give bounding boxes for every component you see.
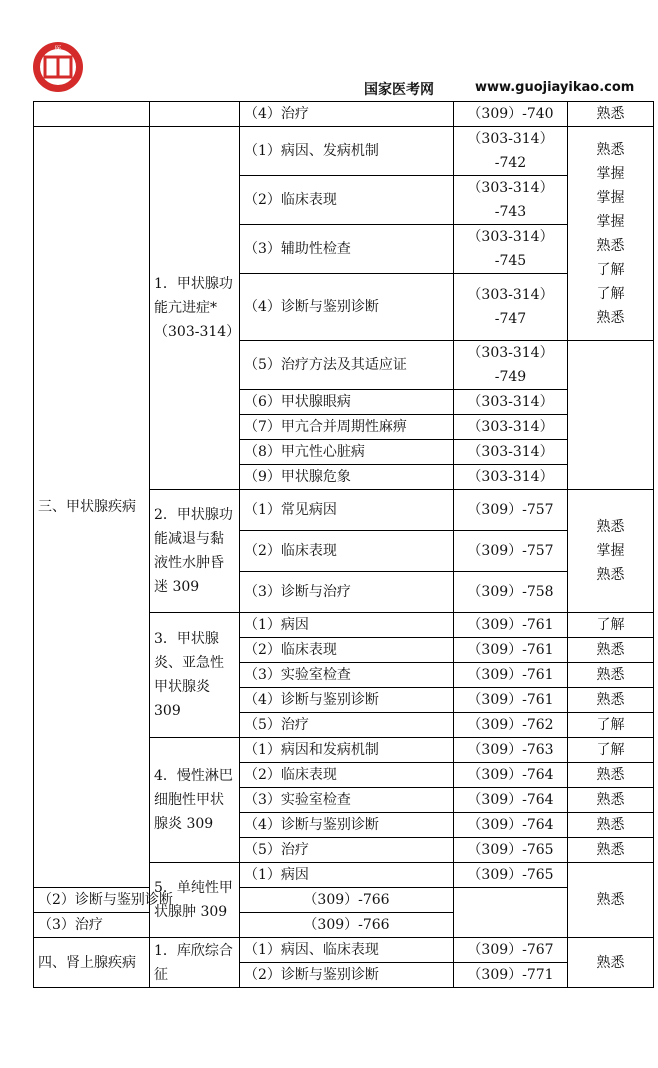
logo-text: 医 xyxy=(54,45,62,53)
ref-cell: （309）-761 xyxy=(454,613,568,638)
ref-cell xyxy=(454,274,568,341)
item-cell: （1）病因、发病机制 xyxy=(240,127,454,176)
section-title: 1．甲状腺功能亢进症*（303-314） xyxy=(150,127,240,490)
item-cell: （2）临床表现 xyxy=(240,176,454,225)
ref-cell: （309）-767 xyxy=(454,938,568,963)
ref-cell xyxy=(454,176,568,225)
item-cell: （3）实验室检查 xyxy=(240,663,454,688)
level-cell: 熟悉 xyxy=(568,688,654,713)
level-cell: 熟悉 xyxy=(568,663,654,688)
ref-line: （303-314） xyxy=(467,229,554,245)
ref-cell: （309）-766 xyxy=(240,913,454,938)
ref-cell: （303-314） xyxy=(454,465,568,490)
ref-line: -747 xyxy=(494,311,527,327)
ref-cell: （309）-764 xyxy=(454,813,568,838)
level-cell: 熟悉 xyxy=(568,813,654,838)
level-label: 掌握 xyxy=(596,189,625,206)
level-cell: 熟悉 xyxy=(568,102,654,127)
item-cell: （5）治疗 xyxy=(240,713,454,738)
level-cell xyxy=(568,127,654,341)
ref-cell xyxy=(454,127,568,176)
level-label: 熟悉 xyxy=(596,309,625,326)
ref-cell: （303-314） xyxy=(454,440,568,465)
ref-cell: （309）-761 xyxy=(454,663,568,688)
site-logo xyxy=(31,40,85,94)
ref-cell: （303-314） xyxy=(454,415,568,440)
ref-line: （303-314） xyxy=(467,345,554,361)
table-row xyxy=(34,102,654,127)
ref-line: -742 xyxy=(494,155,527,171)
level-cell: 熟悉 xyxy=(568,863,654,938)
ref-line: -743 xyxy=(494,204,527,220)
item-cell: （1）病因和发病机制 xyxy=(240,738,454,763)
item-cell: （2）诊断与鉴别诊断 xyxy=(34,888,150,913)
level-cell: 熟悉 xyxy=(568,788,654,813)
level-cell xyxy=(568,341,654,490)
level-label: 熟悉 xyxy=(596,141,625,158)
level-cell: 熟悉 xyxy=(568,938,654,988)
item-cell: （3）治疗 xyxy=(34,913,150,938)
item-cell: （3）诊断与治疗 xyxy=(240,572,454,613)
table-row xyxy=(34,888,654,913)
ref-cell: （309）-758 xyxy=(454,572,568,613)
item-cell: （3）辅助性检查 xyxy=(240,225,454,274)
chapter-cell xyxy=(34,102,150,127)
item-cell: （2）临床表现 xyxy=(240,531,454,572)
item-cell: （9）甲状腺危象 xyxy=(240,465,454,490)
logo-emblem-icon xyxy=(31,40,85,94)
level-label: 熟悉 xyxy=(596,567,625,583)
ref-cell: （309）-761 xyxy=(454,688,568,713)
item-cell: （4）诊断与鉴别诊断 xyxy=(240,274,454,341)
item-cell: （2）临床表现 xyxy=(240,763,454,788)
ref-cell: （309）-762 xyxy=(454,713,568,738)
ref-line: -745 xyxy=(494,253,527,269)
item-cell: （1）病因 xyxy=(240,613,454,638)
table-row xyxy=(34,938,654,963)
ref-cell: （309）-761 xyxy=(454,638,568,663)
item-cell: （5）治疗 xyxy=(240,838,454,863)
section-title: 3．甲状腺炎、亚急性甲状腺炎 309 xyxy=(150,613,240,738)
ref-cell xyxy=(454,225,568,274)
level-label: 熟悉 xyxy=(596,237,625,254)
ref-cell: （309）-771 xyxy=(454,963,568,988)
ref-cell: （309）-763 xyxy=(454,738,568,763)
item-cell: （4）诊断与鉴别诊断 xyxy=(240,688,454,713)
level-label: 熟悉 xyxy=(596,519,625,535)
chapter-title: 三、甲状腺疾病 xyxy=(34,127,150,888)
item-cell: （1）病因、临床表现 xyxy=(240,938,454,963)
ref-cell: （309）-765 xyxy=(454,838,568,863)
level-cell: 熟悉 xyxy=(568,763,654,788)
item-cell: （3）实验室检查 xyxy=(240,788,454,813)
item-cell: （4）治疗 xyxy=(240,102,454,127)
section-title: 4．慢性淋巴细胞性甲状腺炎 309 xyxy=(150,738,240,863)
section-cell xyxy=(150,102,240,127)
level-label: 了解 xyxy=(596,261,625,278)
item-cell: （6）甲状腺眼病 xyxy=(240,390,454,415)
section-title: 5．单纯性甲状腺肿 309 xyxy=(150,863,240,938)
item-cell: （7）甲亢合并周期性麻痹 xyxy=(240,415,454,440)
section-title: 1．库欣综合征 xyxy=(150,938,240,988)
level-cell: 熟悉 xyxy=(568,638,654,663)
level-cell: 了解 xyxy=(568,613,654,638)
section-title: 2．甲状腺功能减退与黏液性水肿昏迷 309 xyxy=(150,490,240,613)
item-cell: （1）病因 xyxy=(240,863,454,888)
ref-line: -749 xyxy=(494,369,527,385)
level-label: 掌握 xyxy=(596,165,625,182)
table-row xyxy=(34,127,654,176)
item-cell: （4）诊断与鉴别诊断 xyxy=(240,813,454,838)
level-label: 了解 xyxy=(596,285,625,302)
item-cell: （8）甲亢性心脏病 xyxy=(240,440,454,465)
item-cell: （1）常见病因 xyxy=(240,490,454,531)
ref-cell xyxy=(454,341,568,390)
level-cell: 了解 xyxy=(568,738,654,763)
level-cell: 熟悉 xyxy=(568,838,654,863)
level-label: 掌握 xyxy=(596,213,625,230)
site-url[interactable]: www.guojiayikao.com xyxy=(475,80,635,95)
ref-cell: （303-314） xyxy=(454,390,568,415)
level-label: 掌握 xyxy=(596,543,625,559)
ref-line: （303-314） xyxy=(467,180,554,196)
item-cell: （2）临床表现 xyxy=(240,638,454,663)
ref-line: （303-314） xyxy=(467,287,554,303)
item-cell: （5）治疗方法及其适应证 xyxy=(240,341,454,390)
ref-cell: （309）-757 xyxy=(454,490,568,531)
level-cell xyxy=(568,490,654,613)
ref-cell: （309）-764 xyxy=(454,788,568,813)
ref-cell: （309）-766 xyxy=(240,888,454,913)
level-cell: 了解 xyxy=(568,713,654,738)
site-name: 国家医考网 xyxy=(364,82,434,98)
ref-line: （303-314） xyxy=(467,131,554,147)
chapter-title: 四、肾上腺疾病 xyxy=(34,938,150,988)
item-cell: （2）诊断与鉴别诊断 xyxy=(240,963,454,988)
ref-cell: （309）-764 xyxy=(454,763,568,788)
ref-cell: （309）-740 xyxy=(454,102,568,127)
ref-cell: （309）-757 xyxy=(454,531,568,572)
ref-cell: （309）-765 xyxy=(454,863,568,888)
syllabus-table xyxy=(33,101,654,988)
table-row xyxy=(34,913,654,938)
